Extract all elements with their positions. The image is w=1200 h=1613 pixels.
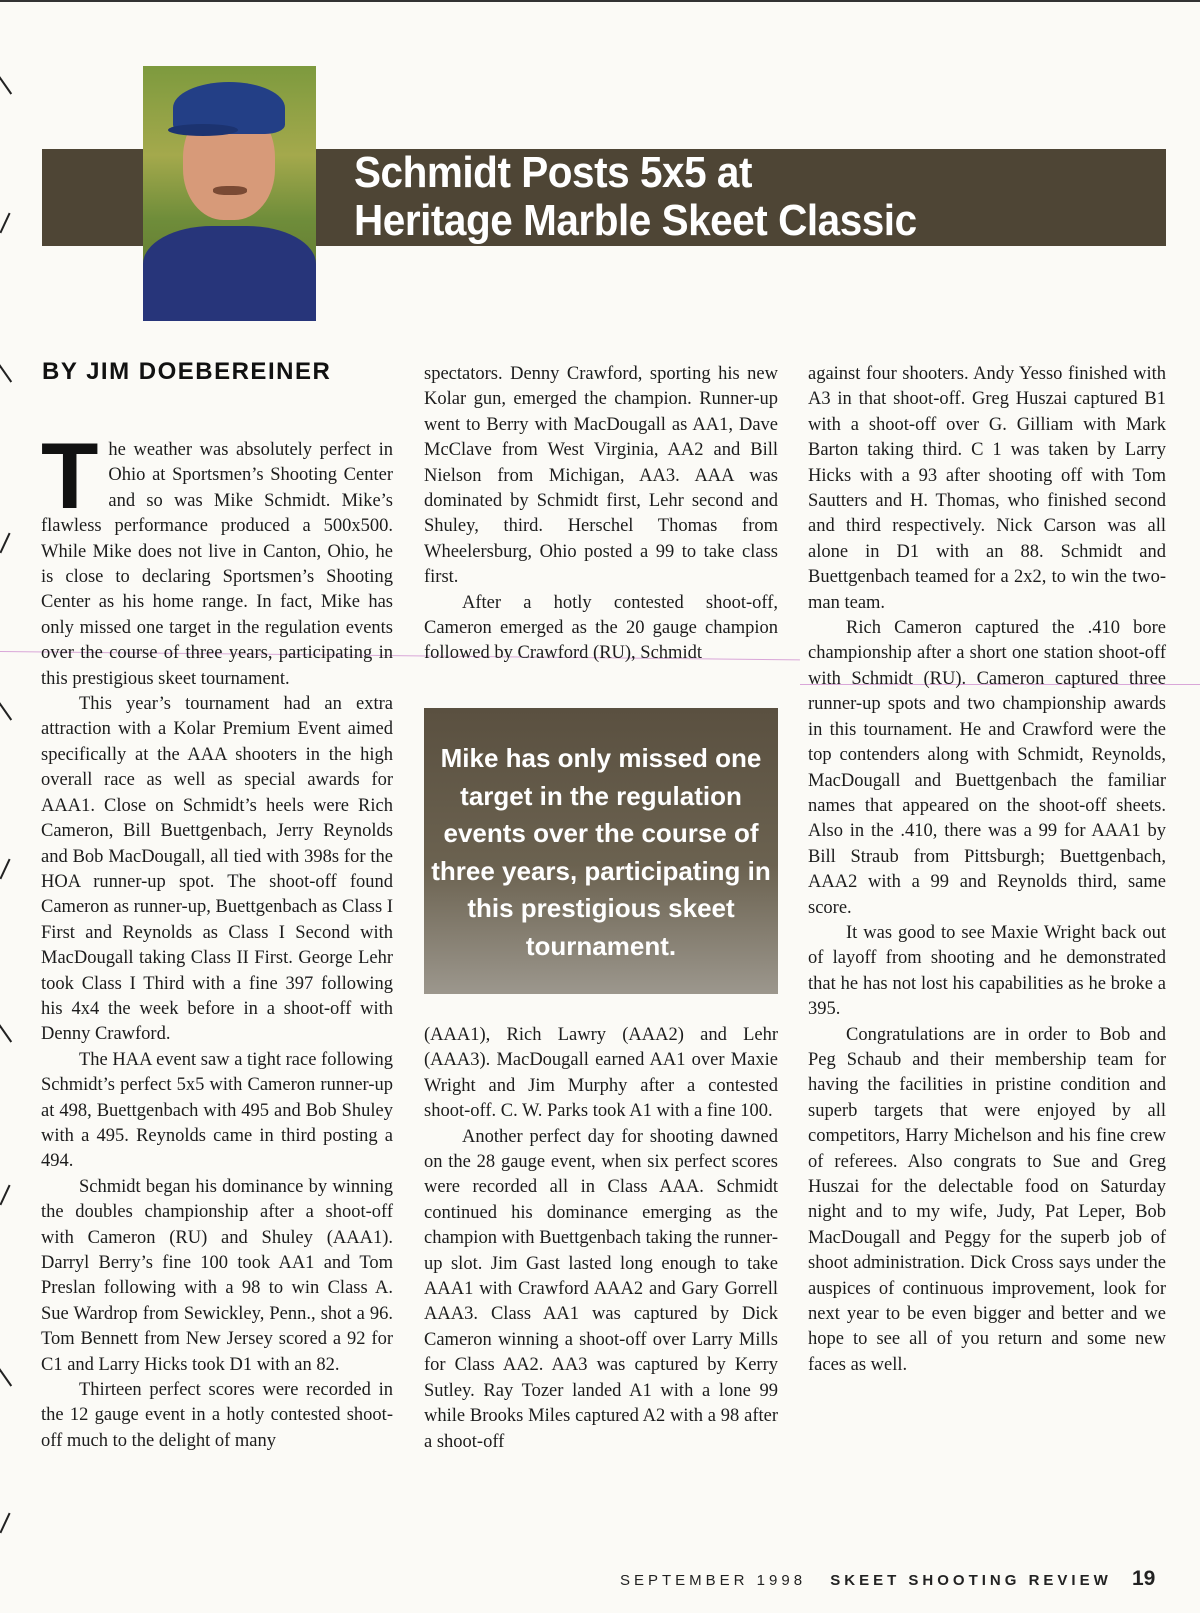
- paragraph: Thirteen perfect scores were recorded in the 12 gauge event in a hotly contested shoot-off much to the delight of many: [41, 1380, 393, 1451]
- column-1: [41, 423, 393, 1454]
- crop-mark: [0, 859, 11, 880]
- drop-cap: T: [41, 423, 99, 528]
- crop-mark: [0, 1513, 11, 1534]
- column-3: [808, 362, 1166, 1378]
- paragraph: Another perfect day for shooting dawned on the 28 gauge event, when six perfect scores were recorded all in Class AAA. Schmidt continued his dominance emerging as the champion with Buettgenbach taking the runner-up slot. Jim Gast lasted long enough to take AAA1 with Crawford AAA2 and Gary Gorrell AAA3. Class AA1 was captured by Dick Cameron winning a shoot-off over Larry Mills for Class AA2. AA3 was captured by Kerry Sutley. Ray Tozer landed A1 with a lone 99 while Brooks Miles captured A2 with a 98 after a shoot-off: [424, 1126, 778, 1452]
- photo-mustache: [213, 186, 247, 195]
- article-title-line-1: Schmidt Posts 5x5 at: [354, 148, 753, 197]
- paragraph: After a hotly contested shoot-off, Cameron emerged as the 20 gauge champion followed by Crawford (RU), Schmidt: [424, 592, 778, 664]
- paragraph: This year’s tournament had an extra attraction with a Kolar Premium Event aimed specifically at the AAA shooters in the high overall race as well as special awards for AAA1. Close on Schmidt’s heels were Rich Cameron, Bill Buettgenbach, Jerry Reynolds and Bob MacDougall, all tied with 398s for the HOA runner-up spot. The shoot-off found Cameron as runner-up, Buettgenbach as Class I First and Reynolds as Class I Second with MacDougall taking Class II First. George Lehr took Class I Third with a fine 397 following his 4x4 the week before in a shoot-off with Denny Crawford.: [41, 694, 393, 1045]
- page-number: 19: [1131, 1567, 1156, 1590]
- crop-mark: [0, 533, 11, 554]
- crop-mark: [0, 75, 12, 94]
- photo-shirt: [143, 226, 316, 321]
- column-2-top: [424, 362, 778, 667]
- paragraph: The HAA event saw a tight race following Schmidt’s perfect 5x5 with Cameron runner-up at 498, Buettgenbach with 495 and Bob Shuley with a 495. Reynolds came in third posting a 494.: [41, 1049, 393, 1172]
- author-photo: [143, 66, 316, 321]
- column-2-bottom: [424, 1023, 778, 1455]
- pull-quote: Mike has only missed one target in the regulation events over the course of three years, participating in this prestigious skeet tournament.: [431, 743, 771, 961]
- crop-mark: [0, 213, 11, 234]
- publication-name: SKEET SHOOTING REVIEW: [830, 1572, 1112, 1589]
- article-title: [354, 149, 1090, 245]
- paragraph: spectators. Denny Crawford, sporting his new Kolar gun, emerged the champion. Runner-up went to Berry with MacDougall as AA1, Dave McClave from West Virginia, AA2 and Bill Nielson from Michigan, AA3. AAA was dominated by Schmidt first, Lehr second and Shuley, third. Herschel Thomas from Wheelersburg, Ohio posted a 99 to take class first.: [424, 364, 778, 588]
- article-title-line-2: Heritage Marble Skeet Classic: [354, 196, 917, 245]
- crop-mark: [0, 1367, 12, 1386]
- paragraph-text: he weather was absolutely perfect in Ohio at Sportsmen’s Shooting Center and so was Mike Schmidt. Mike’s flawless performance produced a 500x500. While Mike does not live in Canton, Ohio, he is close to declaring Sportsmen’s Shooting Center as his home range. In fact, Mike has only missed one target in the regulation events over the course of three years, participating in this prestigious skeet tournament.: [41, 440, 393, 689]
- paragraph: Rich Cameron captured the .410 bore championship after a short one station shoot-off with Schmidt (RU). Cameron captured three runner-up spots and two championship awards in this tournament. He and Crawford were the top contenders along with Schmidt, Reynolds, MacDougall and Buettgenbach the familiar names that appeared on the shoot-off sheets. Also in the .410, there was a 99 for AAA1 by Bill Straub from Pittsburgh; Buettgenbach, AAA2 with a 99 and Reynolds third, same score.: [808, 618, 1166, 918]
- issue-date: SEPTEMBER 1998: [620, 1572, 807, 1589]
- page-footer: [620, 1567, 1166, 1591]
- paragraph: Congratulations are in order to Bob and Peg Schaub and their membership team for having the facilities in pristine condition and superb targets that were enjoyed by all competitors, Harry Michelson and his fine crew of referees. Also congrats to Sue and Greg Huszai for the delectable food on Saturday night and to my wife, Judy, Pat Leper, Bob MacDougall and Peggy for the superb job of shoot administration. Dick Cross says under the auspices of continuous improvement, look for next year to be even bigger and better and we hope to see all of you return and some new faces as well.: [808, 1024, 1166, 1375]
- crop-mark: [0, 1185, 11, 1206]
- byline: BY JIM DOEBEREINER: [42, 358, 332, 385]
- paragraph: against four shooters. Andy Yesso finished with A3 in that shoot-off. Greg Huszai captured B1 with a shoot-off over G. Gilliam with Mark Barton taking third. C 1 was taken by Larry Hicks with a 93 after shooting off with Tom Sautters and H. Thomas, who finished second and third respectively. Nick Carson was all alone in D1 with an 88. Schmidt and Buettgenbach teamed for a 2x2, to win the two-man team.: [808, 364, 1166, 613]
- crop-mark: [0, 1023, 12, 1042]
- crop-mark: [0, 701, 12, 720]
- paragraph: [41, 423, 393, 692]
- paragraph: (AAA1), Rich Lawry (AAA2) and Lehr (AAA3). MacDougall earned AA1 over Maxie Wright and Jim Murphy after a contested shoot-off. C. W. Parks took A1 with a fine 100.: [424, 1025, 778, 1122]
- paragraph: Schmidt began his dominance by winning the doubles championship after a shoot-off with Cameron (RU) and Shuley (AAA1). Darryl Berry’s fine 100 took AA1 and Tom Preslan following with a 98 to win Class A. Sue Wardrop from Sewickley, Penn., shot a 96. Tom Bennett from New Jersey scored a 92 for C1 and Larry Hicks took D1 with an 82.: [41, 1176, 393, 1375]
- paragraph: It was good to see Maxie Wright back out of layoff from shooting and he demonstrated that he has not lost his capabilities as he broke a 395.: [808, 922, 1166, 1020]
- photo-cap-brim: [168, 124, 238, 136]
- crop-mark: [0, 363, 12, 382]
- top-rule: [0, 0, 1200, 2]
